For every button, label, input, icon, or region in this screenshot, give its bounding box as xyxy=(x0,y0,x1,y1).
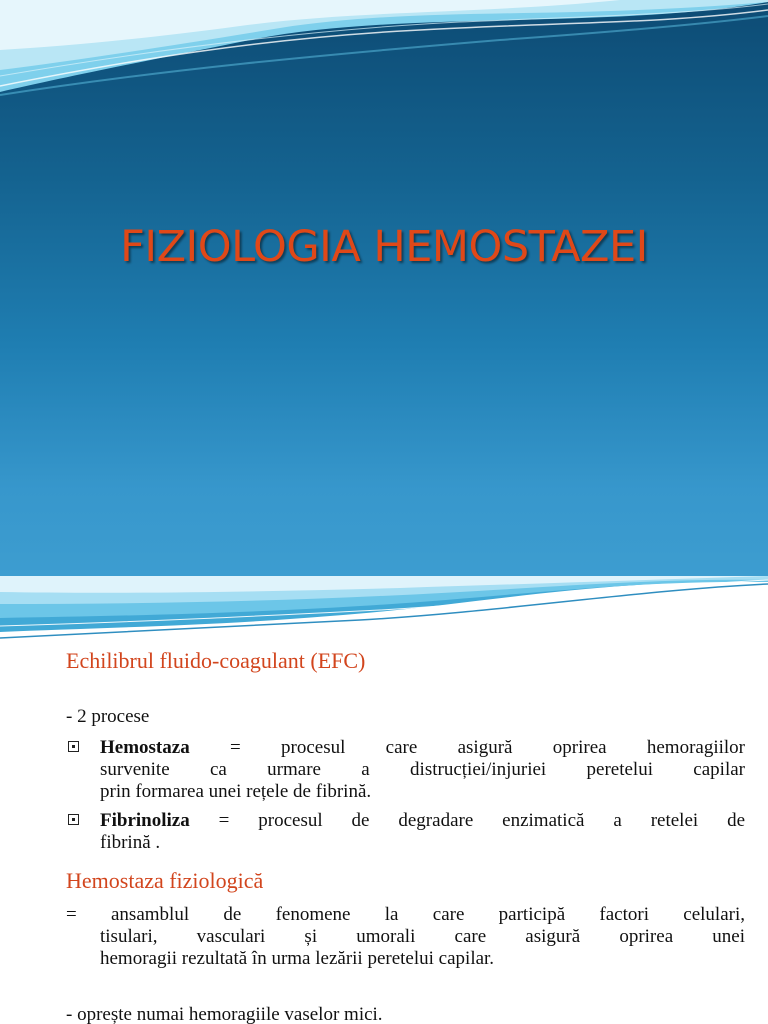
fibrinoliza-line-2: fibrină . xyxy=(100,832,161,853)
bullet-square-icon xyxy=(68,814,79,825)
hemostaza-term: Hemostaza xyxy=(100,737,190,758)
definition-line-1: = ansamblul de fenomene la care participă factori celulari, xyxy=(66,904,745,925)
heading-efc: Echilibrul fluido-coagulant (EFC) xyxy=(66,648,366,673)
content-slide xyxy=(0,576,768,1024)
hemostaza-line-3: prin formarea unei rețele de fibrină. xyxy=(100,781,372,802)
slide-title: FIZIOLOGIA HEMOSTAZEI xyxy=(120,222,648,272)
heading-hemostaza-fiziologica: Hemostaza fiziologică xyxy=(66,868,264,893)
hemostaza-line-1 xyxy=(100,737,745,759)
fibrinoliza-text-1: = procesul de degradare enzimatică a retelei de xyxy=(189,810,745,831)
note-line: - oprește numai hemoragiile vaselor mici. xyxy=(66,1004,383,1024)
definition-line-3: hemoragii rezultată în urma lezării peretelui capilar. xyxy=(100,948,495,969)
hemostaza-text-1: = procesul care asigură oprirea hemoragiilor xyxy=(189,737,745,758)
fibrinoliza-line-1 xyxy=(100,810,745,832)
procese-line: - 2 procese xyxy=(66,706,150,727)
bullet-square-icon xyxy=(68,741,79,752)
hemostaza-line-2: survenite ca urmare a distrucției/injuriei peretelui capilar xyxy=(100,759,745,780)
definition-line-2: tisulari, vasculari și umorali care asigură oprirea unei xyxy=(100,926,745,947)
fibrinoliza-term: Fibrinoliza xyxy=(100,810,190,831)
